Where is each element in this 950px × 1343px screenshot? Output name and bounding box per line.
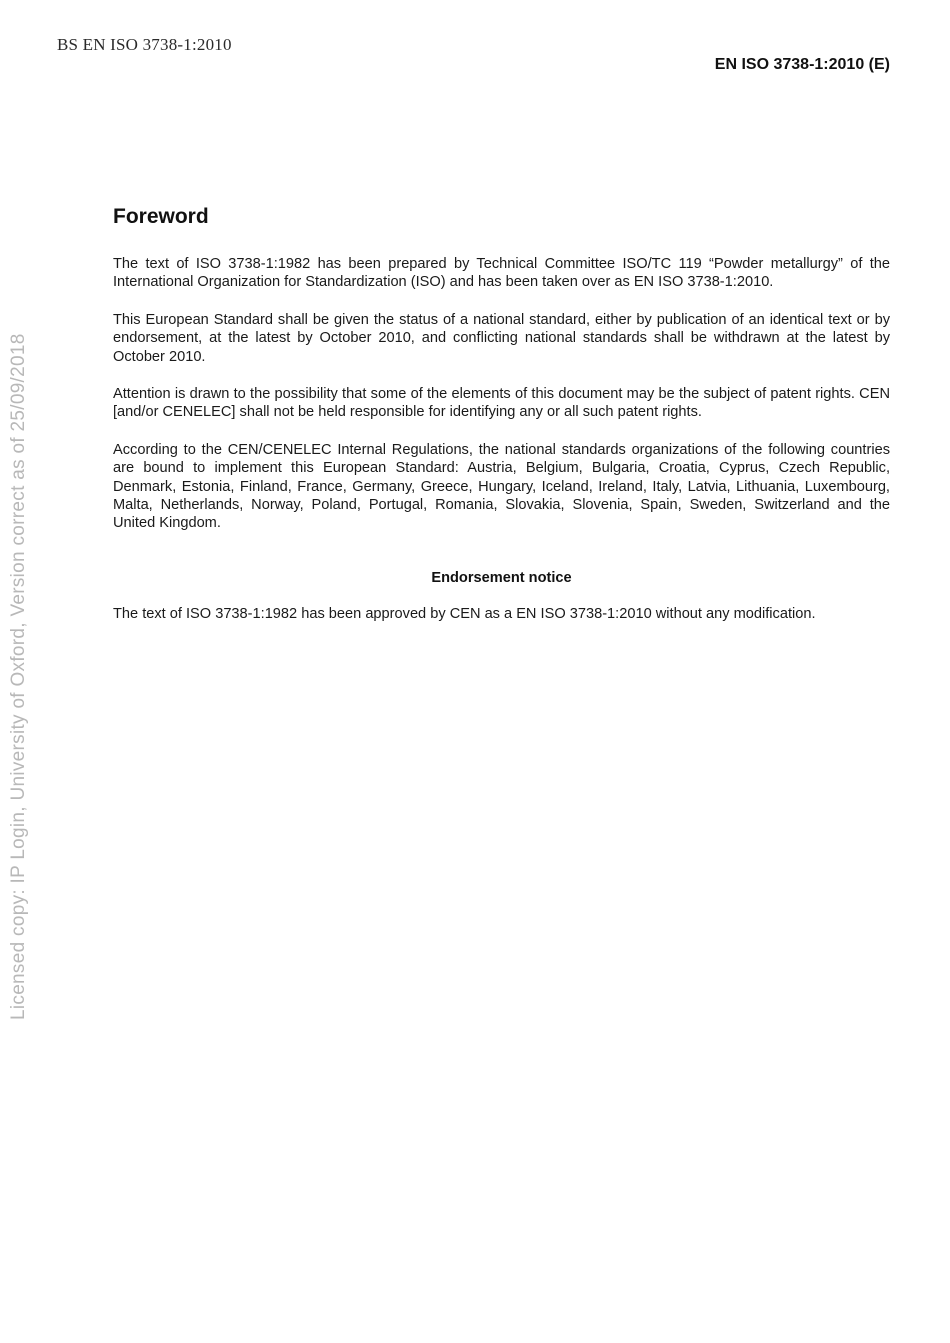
standard-code-header: EN ISO 3738-1:2010 (E) [714, 56, 890, 73]
license-watermark: Licensed copy: IP Login, University of Oxford, Version correct as of 25/09/2018 [8, 333, 29, 1020]
main-content [113, 205, 890, 642]
foreword-paragraph-4: According to the CEN/CENELEC Internal Regulations, the national standards organizations of the following countries are bound to implement this European Standard: Austria, Belgium, Bulgaria, Croatia, Cyprus, Czech Republic, Denmark, Estonia, Finland, France, Germany, Greece, Hungary, Iceland, Ireland, Italy, Latvia, Lithuania, Luxembourg, Malta, Netherlands, Norway, Poland, Portugal, Romania, Slovakia, Slovenia, Spain, Sweden, Switzerland and the United Kingdom. [113, 441, 890, 532]
foreword-title: Foreword [113, 205, 209, 228]
foreword-paragraph-3: Attention is drawn to the possibility that some of the elements of this document may be the subject of patent rights. CEN [and/or CENELEC] shall not be held responsible for identifying any or all such patent rights. [113, 386, 890, 421]
foreword-paragraph-1: The text of ISO 3738-1:1982 has been prepared by Technical Committee ISO/TC 119 “Powder metallurgy” of the International Organization for Standardization (ISO) and has been taken over as EN ISO 3738-1:2010. [113, 256, 890, 291]
foreword-paragraph-2: This European Standard shall be given the status of a national standard, either by publication of an identical text or by endorsement, at the latest by October 2010, and conflicting national standards shall be withdrawn at the latest by October 2010. [113, 311, 890, 365]
bs-document-code: BS EN ISO 3738-1:2010 [57, 35, 232, 54]
endorsement-notice-title: Endorsement notice [431, 569, 572, 586]
endorsement-notice-text: The text of ISO 3738-1:1982 has been approved by CEN as a EN ISO 3738-1:2010 without any modification. [113, 605, 816, 622]
